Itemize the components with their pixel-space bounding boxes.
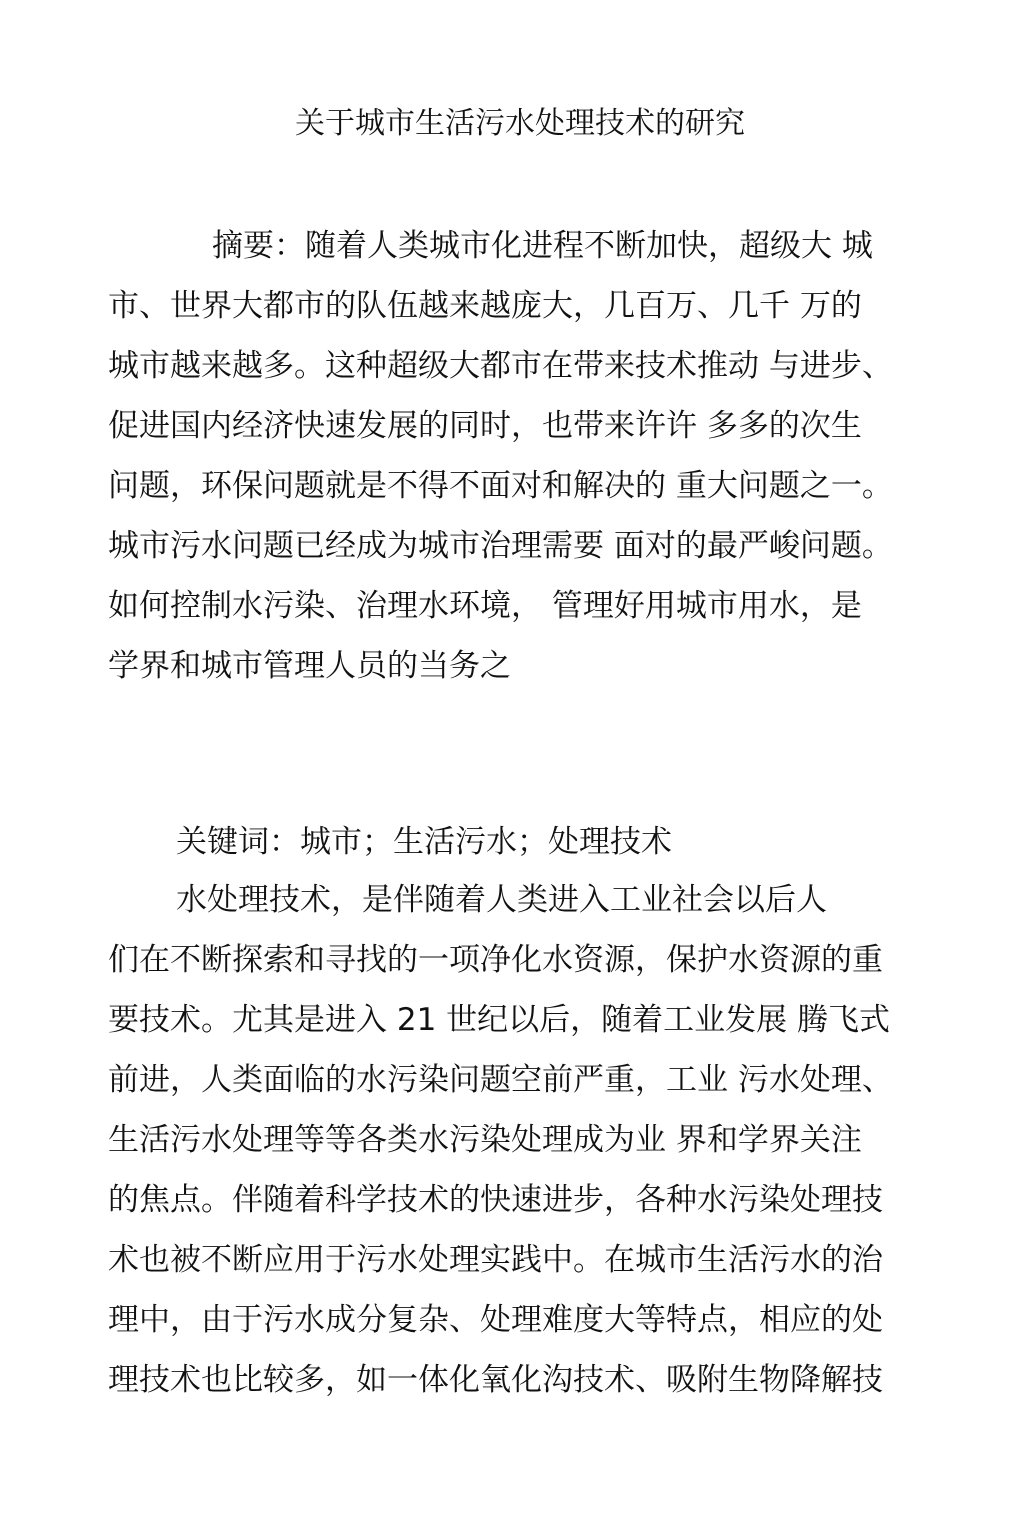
abstract-line: 促进国内经济快速发展的同时，也带来许许 多多的次生 <box>108 408 862 444</box>
abstract-line: 学界和城市管理人员的当务之 <box>108 648 511 684</box>
body-line: 前进，人类面临的水污染问题空前严重，工业 污水处理、 <box>108 1062 893 1098</box>
body-line: 生活污水处理等等各类水污染处理成为业 界和学界关注 <box>108 1122 862 1158</box>
body-line: 的焦点。伴随着科学技术的快速进步，各种水污染处理技 <box>108 1182 883 1218</box>
body-line: 术也被不断应用于污水处理实践中。在城市生活污水的治 <box>108 1242 883 1278</box>
abstract-line: 问题，环保问题就是不得不面对和解决的 重大问题之一。 <box>108 468 893 504</box>
abstract-line: 城市越来越多。这种超级大都市在带来技术推动 与进步、 <box>108 348 893 384</box>
body-line: 理中，由于污水成分复杂、处理难度大等特点，相应的处 <box>108 1302 883 1338</box>
body-line: 要技术。尤其是进入 21 世纪以后，随着工业发展 腾飞式 <box>108 1002 891 1038</box>
document-title: 关于城市生活污水处理技术的研究 <box>295 106 745 141</box>
body-line: 们在不断探索和寻找的一项净化水资源，保护水资源的重 <box>108 942 883 978</box>
body-line: 水处理技术，是伴随着人类进入工业社会以后人 <box>176 882 827 918</box>
abstract-line: 城市污水问题已经成为城市治理需要 面对的最严峻问题。 <box>108 528 893 564</box>
abstract-line: 摘要：随着人类城市化进程不断加快，超级大 城 <box>212 228 873 264</box>
abstract-line: 如何控制水污染、治理水环境， 管理好用城市用水，是 <box>108 588 862 624</box>
keywords-line: 关键词：城市；生活污水；处理技术 <box>176 824 672 860</box>
abstract-line: 市、世界大都市的队伍越来越庞大，几百万、几千 万的 <box>108 288 862 324</box>
body-line: 理技术也比较多，如一体化氧化沟技术、吸附生物降解技 <box>108 1362 883 1398</box>
